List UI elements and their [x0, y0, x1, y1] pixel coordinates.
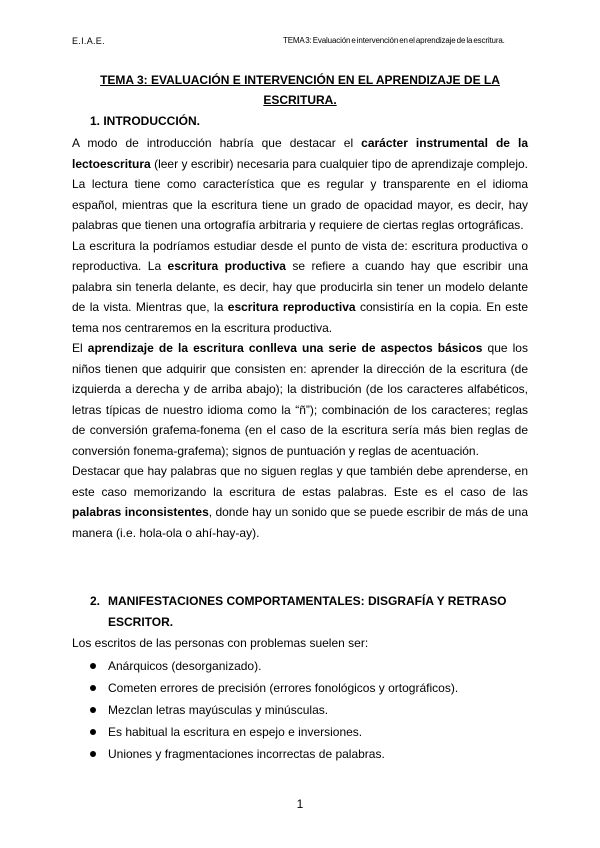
paragraph-4-bold: palabras inconsistentes: [72, 505, 209, 519]
title-line-2: ESCRITURA.: [263, 93, 337, 107]
list-item-text: Cometen errores de precisión (errores fonológicos y ortográficos).: [108, 681, 459, 695]
list-item: [72, 743, 458, 765]
section-1-body: [72, 133, 528, 543]
bullet-icon: [90, 729, 96, 735]
paragraph-1-bold: carácter instrumental de la lectoescritura: [72, 136, 529, 171]
paragraph-1: [72, 133, 528, 236]
list-item: [72, 721, 458, 743]
paragraph-2-bold-1: escritura productiva: [167, 259, 286, 273]
paragraph-4-text: Destacar que hay palabras que no siguen reglas y que también debe aprenderse, en este caso memorizando la escritura de estas palabras. Este es el caso de las: [72, 464, 528, 499]
paragraph-3-bold: aprendizaje de la escritura conlleva una serie de aspectos básicos: [87, 341, 483, 355]
header-right: TEMA 3: Evaluación e intervención en el aprendizaje de la escritura.: [283, 36, 505, 45]
paragraph-4-text-end: , donde hay un sonido que se puede escribir de más de una manera (i.e. hola-ola o ahí-hay-ay).: [72, 505, 529, 540]
section-2-heading-text: MANIFESTACIONES COMPORTAMENTALES: DISGRAFÍA Y RETRASO: [108, 594, 507, 608]
bullet-icon: [90, 663, 96, 669]
section-2-intro: Los escritos de las personas con problemas suelen ser:: [72, 636, 369, 650]
paragraph-2-bold-2: escritura reproductiva: [227, 300, 356, 314]
list-item-text: Anárquicos (desorganizado).: [108, 659, 262, 673]
paragraph-2: [72, 236, 528, 339]
list-item-text: Es habitual la escritura en espejo e inversiones.: [108, 725, 363, 739]
paragraph-2-text-mid: se refiere a cuando hay que escribir una palabra sin tenerla delante, es decir, hay que producirla sin tener un modelo delante de la vista. Mientras que, la: [72, 259, 529, 314]
list-item-text: Uniones y fragmentaciones incorrectas de palabras.: [108, 747, 385, 761]
page-number: 1: [296, 797, 304, 811]
section-2-heading-cont: ESCRITOR.: [108, 615, 174, 629]
paragraph-2-text-end: consistiría en la copia. En este tema nos centraremos en la escritura productiva.: [72, 300, 528, 335]
paragraph-1-text-end: (leer y escribir) necesaria para cualquier tipo de aprendizaje complejo. La lectura tiene como característica que es regular y transparente en el idioma español, mientras que la escritura tiene un grado de opacidad mayor, es decir, hay palabras que tienen una ortografía arbitraria y requiere de ciertas reglas ortográficas.: [72, 156, 528, 232]
title-line-1: TEMA 3: EVALUACIÓN E INTERVENCIÓN EN EL APRENDIZAJE DE LA: [100, 73, 500, 87]
list-item: [72, 699, 458, 721]
section-2-heading: [90, 591, 528, 633]
symptom-list: [72, 655, 458, 765]
section-2-number: 2.: [90, 594, 101, 608]
list-item: [72, 677, 458, 699]
bullet-icon: [90, 707, 96, 713]
section-1-heading: 1. INTRODUCCIÓN.: [90, 114, 201, 128]
paragraph-1-text: A modo de introducción habría que destacar el: [72, 136, 362, 150]
paragraph-3-text: El: [72, 341, 88, 355]
paragraph-3-text-end: que los niños tienen que adquirir que consisten en: aprender la dirección de la escritura (de izquierda a derecha y de arriba abajo); la distribución (de los caracteres alfabéticos, letras típicas de nuestro idioma como la “ñ”); combinación de los caracteres; reglas de conversión grafema-fonema (en el caso de la escritura sería más bien reglas de conversión fonema-grafema); signos de puntuación y reglas de acentuación.: [72, 341, 528, 458]
paragraph-2-text: La escritura la podríamos estudiar desde el punto de vista de: escritura productiva o reproductiva. La: [72, 238, 528, 273]
list-item: [72, 655, 458, 677]
header-left: E.I.A.E.: [72, 36, 105, 46]
paragraph-4: [72, 461, 528, 543]
bullet-icon: [90, 685, 96, 691]
document-title: [72, 70, 528, 110]
bullet-icon: [90, 751, 96, 757]
list-item-text: Mezclan letras mayúsculas y minúsculas.: [108, 703, 329, 717]
paragraph-3: [72, 338, 528, 461]
